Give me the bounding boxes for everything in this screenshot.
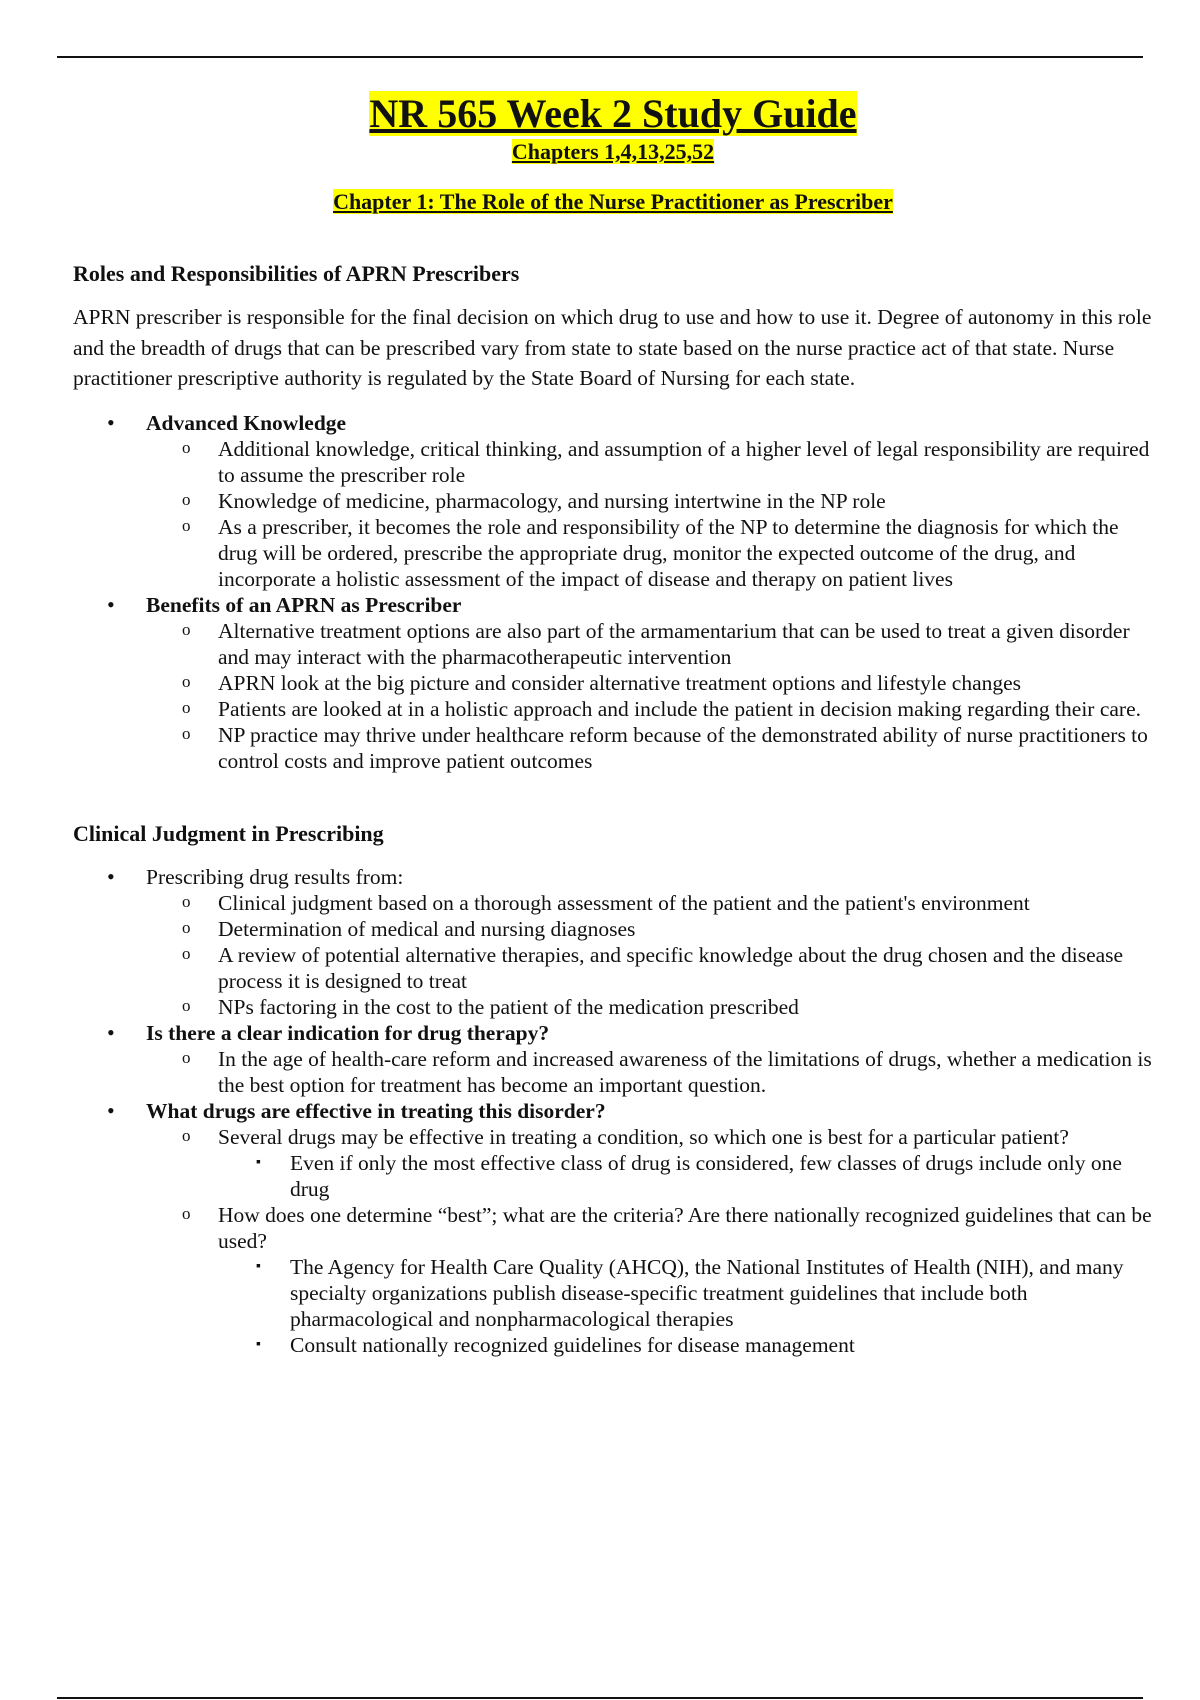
list-item: o As a prescriber, it becomes the role and responsibility of the NP to determine the diagnosis for which the drug will be ordered, prescribe the appropriate drug, monitor the expected outcome of the drug, and incorporate a holistic assessment of the impact of disease and therapy on patient lives: [146, 514, 1153, 592]
list-item: [73, 592, 1153, 774]
list-item: o Clinical judgment based on a thorough assessment of the patient and the patient's environment: [146, 890, 1153, 916]
list-item: [146, 1124, 1153, 1202]
roles-bullet-list: [73, 410, 1153, 774]
section-heading-clinical: Clinical Judgment in Prescribing: [73, 820, 384, 846]
top-rule: [57, 56, 1143, 58]
list-item: o Knowledge of medicine, pharmacology, and nursing intertwine in the NP role: [146, 488, 1153, 514]
list-item: [146, 1202, 1153, 1358]
list-item: ▪ The Agency for Health Care Quality (AHCQ), the National Institutes of Health (NIH), and many specialty organizations publish disease-specific treatment guidelines that include both pharmacological and nonpharmacological therapies: [218, 1254, 1153, 1332]
bottom-rule: [57, 1697, 1143, 1699]
list-item-text: o How does one determine “best”; what are the criteria? Are there nationally recognized guidelines that can be used?: [218, 1202, 1152, 1253]
list-item: [73, 1098, 1153, 1358]
list-item: ▪ Even if only the most effective class of drug is considered, few classes of drugs include only one drug: [218, 1150, 1153, 1202]
bullet-label: Benefits of an APRN as Prescriber: [146, 592, 462, 617]
title-block: [73, 90, 1153, 216]
list-item: o NPs factoring in the cost to the patient of the medication prescribed: [146, 994, 1153, 1020]
list-item: o NP practice may thrive under healthcare reform because of the demonstrated ability of nurse practitioners to control costs and improve patient outcomes: [146, 722, 1153, 774]
bullet-label: Is there a clear indication for drug therapy?: [146, 1020, 550, 1045]
document-title: NR 565 Week 2 Study Guide: [369, 91, 857, 136]
list-item-text: o Several drugs may be effective in treating a condition, so which one is best for a particular patient?: [218, 1124, 1069, 1149]
document-subtitle: Chapters 1,4,13,25,52: [511, 139, 715, 164]
list-item: o APRN look at the big picture and consider alternative treatment options and lifestyle changes: [146, 670, 1153, 696]
list-item: o A review of potential alternative therapies, and specific knowledge about the drug chosen and the disease process it is designed to treat: [146, 942, 1153, 994]
list-item: o Determination of medical and nursing diagnoses: [146, 916, 1153, 942]
chapter-title: Chapter 1: The Role of the Nurse Practitioner as Prescriber: [333, 189, 893, 214]
list-item: [73, 1020, 1153, 1098]
section-heading-roles: Roles and Responsibilities of APRN Prescribers: [73, 261, 520, 286]
section-paragraph-roles: APRN prescriber is responsible for the final decision on which drug to use and how to use it. Degree of autonomy in this role and the breadth of drugs that can be prescribed vary from state to state based on the nurse practice act of that state. Nurse practitioner prescriptive authority is regulated by the State Board of Nursing for each state.: [73, 305, 1152, 390]
list-item: o In the age of health-care reform and increased awareness of the limitations of drugs, whether a medication is the best option for treatment has become an important question.: [146, 1046, 1153, 1098]
bullet-label: Prescribing drug results from:: [146, 864, 404, 889]
list-item: [73, 864, 1153, 1020]
list-item: [73, 410, 1153, 592]
list-item: o Additional knowledge, critical thinking, and assumption of a higher level of legal responsibility are required to assume the prescriber role: [146, 436, 1153, 488]
document-page: [73, 90, 1153, 1358]
list-item: ▪ Consult nationally recognized guidelines for disease management: [218, 1332, 1153, 1358]
clinical-bullet-list: [73, 864, 1153, 1358]
bullet-label: Advanced Knowledge: [146, 410, 347, 435]
bullet-label: What drugs are effective in treating this disorder?: [146, 1098, 606, 1123]
list-item: o Patients are looked at in a holistic approach and include the patient in decision making regarding their care.: [146, 696, 1153, 722]
list-item: o Alternative treatment options are also part of the armamentarium that can be used to treat a given disorder and may interact with the pharmacotherapeutic intervention: [146, 618, 1153, 670]
